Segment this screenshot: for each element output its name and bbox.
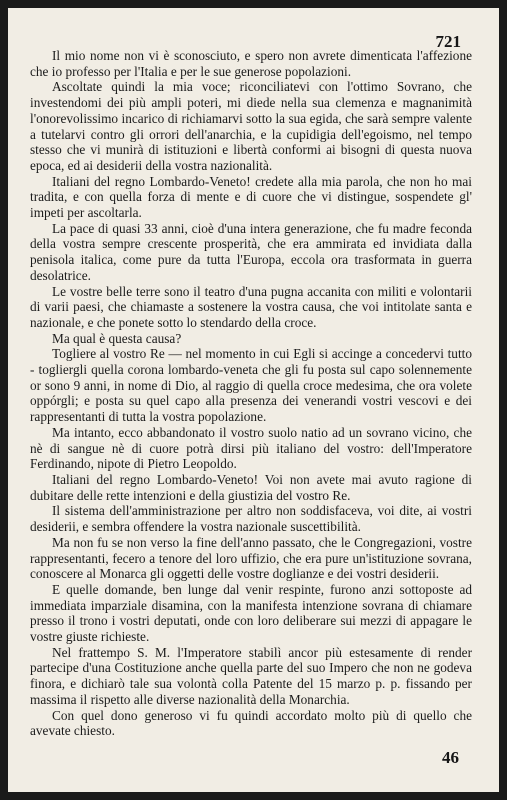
paragraph: Italiani del regno Lombardo-Veneto! Voi non avete mai avuto ragione di dubitare delle rette intenzioni e della giustizia del vostro Re. xyxy=(30,471,472,503)
paragraph: Ascoltate quindi la mia voce; riconciliatevi con l'ottimo Sovrano, che investendomi dei più ampli poteri, mi diede nella sua clemenza e magnanimità l'onorevolissimo incarico di richiamarvi sotto la sua egida, che sarà sempre valente a tutelarvi contro gli orrori dell'anarchia, e la cupidigia dell'egoismo, nel tempo stesso che vi munirà di istituzioni e libertà conformi ai bisogni di questa nuova epoca, ed ai desiderii della vostra nazionalità. xyxy=(30,79,472,173)
paragraph: Italiani del regno Lombardo-Veneto! credete alla mia parola, che non ho mai tradita, e con quella forza di mente e di cuore che vi distingue, sospendete gl' impeti per ascoltarla. xyxy=(30,173,472,221)
paragraph: Il mio nome non vi è sconosciuto, e spero non avrete dimenticata l'affezione che io professo per l'Italia e per le sue generose popolazioni. xyxy=(30,48,472,79)
paragraph: E quelle domande, ben lunge dal venir respinte, furono anzi sottoposte ad immediata imparziale disamina, con la manifesta intenzione sovrana di chiamare presso il trono i vostri deputati, onde con loro deliberare sui mezzi di appagare le vostre giuste richieste. xyxy=(30,581,472,645)
paragraph: Ma qual è questa causa? xyxy=(52,330,182,346)
paragraph: La pace di quasi 33 anni, cioè d'una intera generazione, che fu madre feconda della vostra sempre crescente prosperità, che era ammirata ed invidiata dalla penisola italica, come pure da tutta l'Europa, eccola ora trasformata in guerra desolatrice. xyxy=(30,220,472,283)
paragraph: Con quel dono generoso vi fu quindi accordato molto più di quello che avevate chiesto. xyxy=(30,707,472,739)
book-page xyxy=(8,8,499,792)
paragraph: Le vostre belle terre sono il teatro d'una pugna accanita con militi e volontarii di varii paesi, che chiamaste a sostenere la vostra causa, che voi intitolate santa e nazionale, e che ponete sotto lo stendardo della croce. xyxy=(30,283,472,330)
paragraph: Nel frattempo S. M. l'Imperatore stabilì ancor più estesamente di render partecipe d'una Costituzione anche quella parte del suo Impero che non ne godeva finora, e dichiarò tale sua volontà colla Patente del 15 marzo p. p. fissando per massima il rispetto alle diverse nazionalità della Monarchia. xyxy=(30,644,472,707)
body-text xyxy=(30,48,472,739)
paragraph: Ma intanto, ecco abbandonato il vostro suolo natio ad un sovrano vicino, che nè di sangue nè di cuore potrà dirsi più italiano del vostro: dell'Imperatore Ferdinando, nipote di Pietro Leopoldo. xyxy=(30,424,472,472)
paragraph: Togliere al vostro Re — nel momento in cui Egli si accinge a concedervi tutto - togliergli quella corona lombardo-veneta che gli fu posta sul capo solennemente or sono 9 anni, in nome di Dio, al raggio di quella croce medesima, che ora volete oppórgli; e posta su quel capo alla presenza dei venerandi vostri vescovi e dei rappresentanti di tutta la vostra popolazione. xyxy=(30,346,472,425)
paragraph: Il sistema dell'amministrazione per altro non soddisfaceva, voi dite, ai vostri desiderii, e sembra offendere la vostra nazionale suscettibilità. xyxy=(30,503,472,535)
signature-mark: 46 xyxy=(442,748,459,767)
paragraph: Ma non fu se non verso la fine dell'anno passato, che le Congregazioni, vostre rappresentanti, fecero a tenore del loro uffizio, che era pure un'istituzione sovrana, conoscere al Monarca gli oggetti delle vostre doglianze e dei vostri desiderii. xyxy=(30,534,472,582)
page-number: 721 xyxy=(435,32,461,51)
